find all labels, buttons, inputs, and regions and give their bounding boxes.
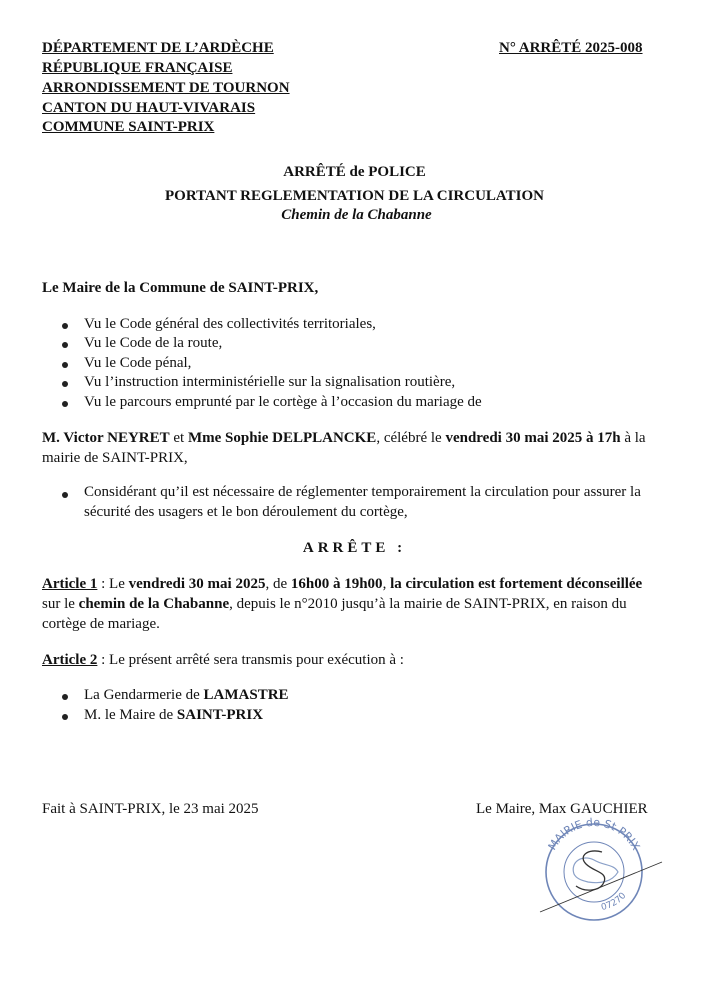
article-1-text: , [382, 576, 391, 592]
bullet-icon [62, 323, 68, 329]
article-1-hours: 16h00 à 19h00 [290, 576, 383, 592]
recipient-prefix: La Gendarmerie de [84, 687, 204, 703]
mariage-date: vendredi 30 mai 2025 à 17h [445, 430, 621, 446]
article-1-road: chemin de la Chabanne [78, 596, 230, 612]
title-line-3: Chemin de la Chabanne [281, 207, 432, 223]
header-commune: COMMUNE SAINT-PRIX [42, 119, 215, 135]
bride-name: Mme Sophie DELPLANCKE [187, 430, 377, 446]
recipient-prefix: M. le Maire de [84, 707, 177, 723]
mairie-seal-stamp [522, 812, 672, 922]
mariage-paragraph [42, 428, 662, 468]
article-1-text: sur le [42, 596, 79, 612]
arrete-number: N° ARRÊTÉ 2025-008 [499, 40, 643, 56]
arrete-heading: ARRÊTE : [302, 540, 407, 556]
article-1-date: vendredi 30 mai 2025 [128, 576, 266, 592]
article-2 [42, 652, 404, 669]
vu-item: Vu le Code pénal, [84, 355, 192, 371]
fait-a: Fait à SAINT-PRIX, le 23 mai 2025 [42, 801, 259, 817]
groom-name: M. Victor NEYRET [42, 430, 170, 446]
vu-item: Vu le Code général des collectivités territoriales, [84, 316, 376, 332]
bullet-icon [62, 401, 68, 407]
article-1-text: , depuis le n°2010 jusqu’à la mairie de SAINT-PRIX, en raison du cortège de mariage. [42, 596, 627, 632]
header-arrondissement: ARRONDISSEMENT DE TOURNON [42, 80, 290, 96]
article-1-warning: la circulation est fortement déconseillée [390, 576, 643, 592]
mariage-lieu: à la mairie de SAINT-PRIX, [42, 430, 646, 466]
bullet-icon [62, 342, 68, 348]
bullet-icon [62, 492, 68, 498]
text-celebre: , célébré le [376, 430, 446, 446]
article-2-text: : Le présent arrêté sera transmis pour exécution à : [97, 652, 404, 668]
bullet-icon [62, 381, 68, 387]
vu-item: Vu le Code de la route, [84, 335, 223, 351]
article-1 [42, 574, 662, 634]
signature-name: Le Maire, Max GAUCHIER [476, 801, 648, 817]
intro-maire: Le Maire de la Commune de SAINT-PRIX, [42, 280, 319, 296]
title-line-2: PORTANT REGLEMENTATION DE LA CIRCULATION [165, 188, 544, 204]
considerant: Considérant qu’il est nécessaire de réglementer temporairement la circulation pour assurer la sécurité des usagers et le bon déroulement du cortège, [84, 484, 641, 520]
recipient-item [84, 687, 289, 704]
header-department: DÉPARTEMENT DE L’ARDÈCHE [42, 40, 274, 56]
vu-item: Vu le parcours emprunté par le cortège à l’occasion du mariage de [84, 394, 482, 410]
seal-text-top: MAIRIE de St PRIX [545, 815, 643, 853]
recipient-item [84, 707, 263, 724]
article-1-text: : Le [97, 576, 129, 592]
header-republic: RÉPUBLIQUE FRANÇAISE [42, 60, 233, 76]
seal-text-bottom: 07270 [600, 891, 629, 914]
recipient-name: LAMASTRE [203, 687, 289, 703]
title-line-1: ARRÊTÉ de POLICE [283, 164, 426, 180]
article-1-text: , de [265, 576, 291, 592]
article-1-label: Article 1 [42, 576, 98, 592]
vu-item: Vu l’instruction interministérielle sur la signalisation routière, [84, 374, 456, 390]
bullet-icon [62, 694, 68, 700]
bullet-icon [62, 714, 68, 720]
header-canton: CANTON DU HAUT-VIVARAIS [42, 100, 256, 116]
text-et: et [169, 430, 188, 446]
article-2-label: Article 2 [42, 652, 98, 668]
bullet-icon [62, 362, 68, 368]
recipient-name: SAINT-PRIX [176, 707, 264, 723]
